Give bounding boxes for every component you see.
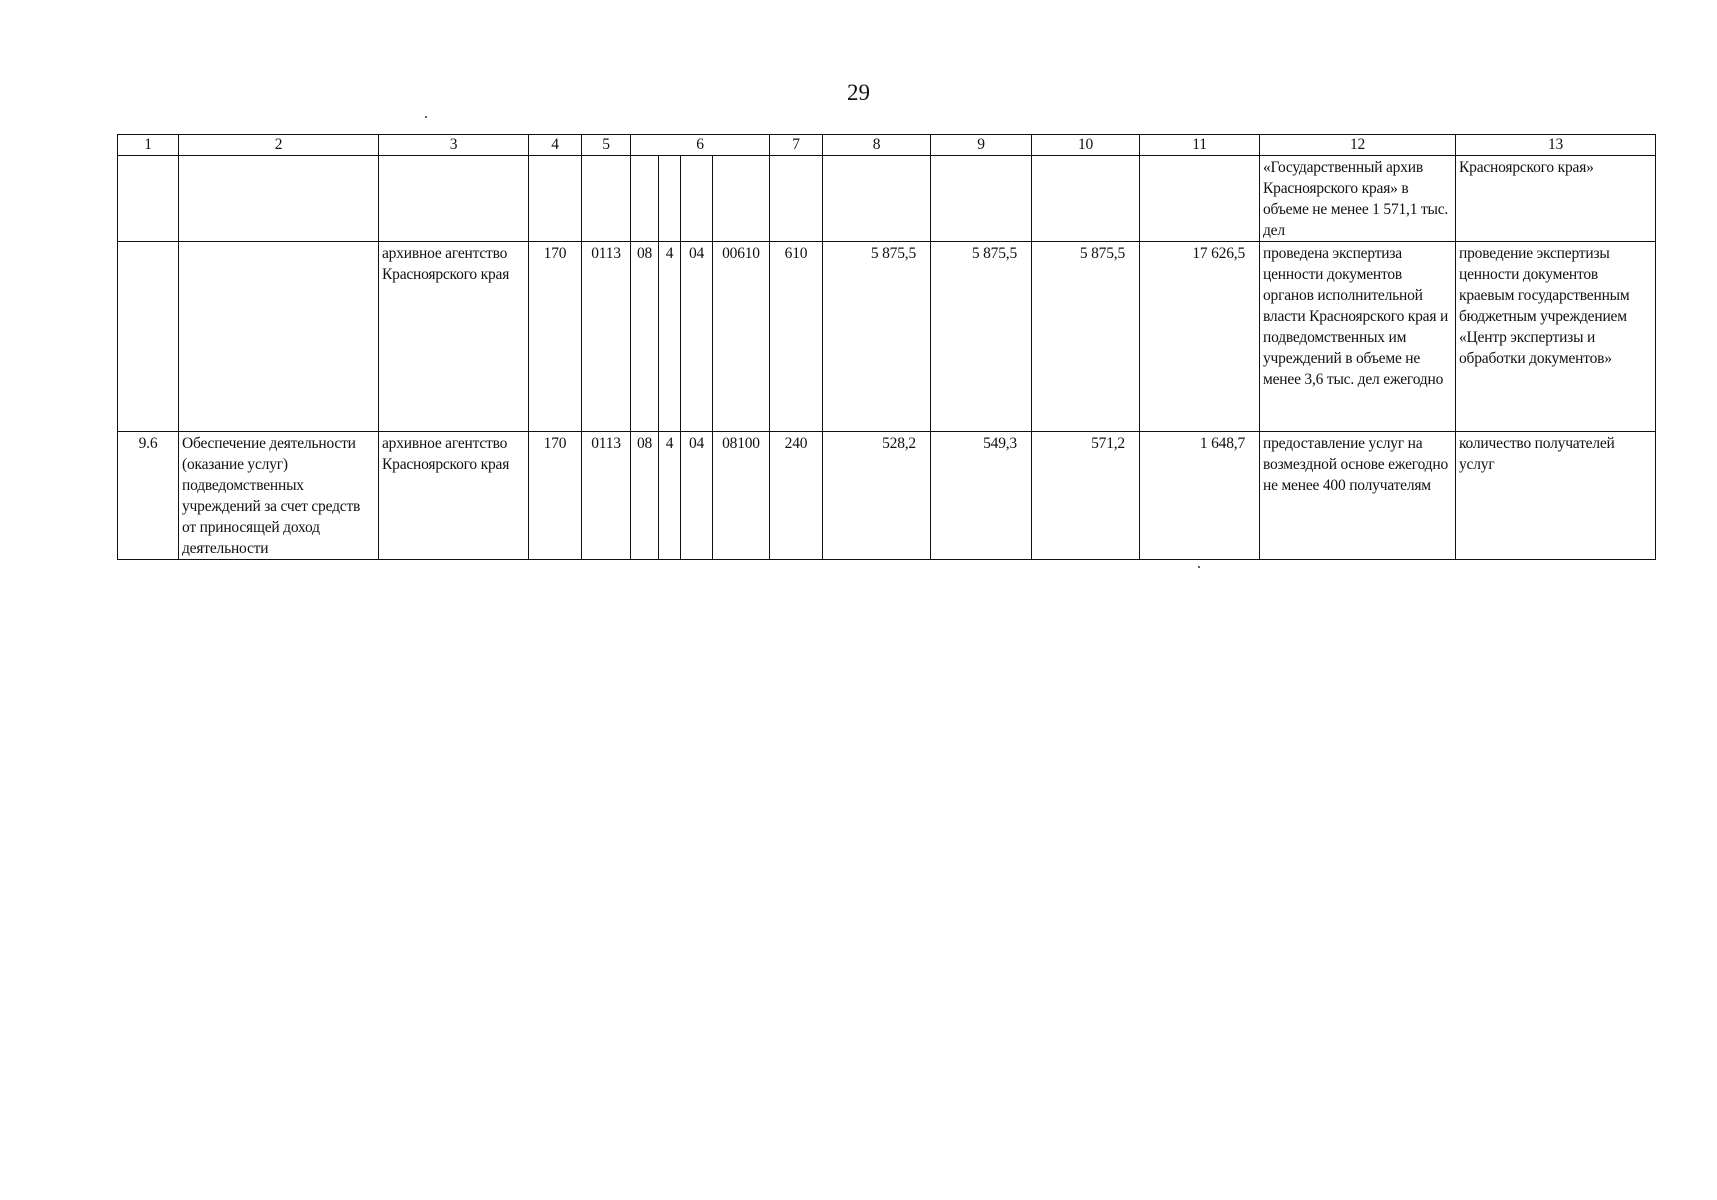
program-code-cell [631,156,659,242]
amount-year2-cell: 549,3 [931,432,1032,560]
amount-year1-cell: 5 875,5 [823,242,931,432]
amount-year2-cell [931,156,1032,242]
subprogram-code-cell [659,156,681,242]
header-cell-7: 7 [770,135,823,156]
grbs-code-cell: 170 [529,432,582,560]
amount-year2-cell: 5 875,5 [931,242,1032,432]
program-code-cell: 08 [631,242,659,432]
subprogram-code-cell: 4 [659,242,681,432]
expected-result-cell: предоставление услуг на возмездной основе ежегодно не менее 400 получателям [1260,432,1456,560]
section-code-cell: 0113 [582,432,631,560]
event-code-cell: 04 [681,242,713,432]
direction-code-cell [713,156,770,242]
amount-year3-cell: 5 875,5 [1032,242,1140,432]
header-cell-1: 1 [118,135,179,156]
header-cell-9: 9 [931,135,1032,156]
amount-year1-cell: 528,2 [823,432,931,560]
expected-result-cell: проведена экспертиза ценности документов органов исполнительной власти Красноярского края и подведомственных им учреждений в объеме не менее 3,6 тыс. дел ежегодно [1260,242,1456,432]
event-name-cell [179,242,379,432]
grbs-code-cell: 170 [529,242,582,432]
page-number: 29 [847,80,870,105]
header-cell-6: 6 [631,135,770,156]
expense-type-cell [770,156,823,242]
expense-type-cell: 240 [770,432,823,560]
header-cell-8: 8 [823,135,931,156]
direction-code-cell: 08100 [713,432,770,560]
event-code-cell: 04 [681,432,713,560]
description-cell: проведение экспертизы ценности документов краевым государственным бюджетным учреждением «Центр экспертизы и обработки документов» [1456,242,1656,432]
scan-speck [1198,566,1200,568]
header-cell-13: 13 [1456,135,1656,156]
header-cell-2: 2 [179,135,379,156]
grbs-code-cell [529,156,582,242]
amount-total-cell: 17 626,5 [1140,242,1260,432]
table-row [118,242,1656,432]
header-cell-10: 10 [1032,135,1140,156]
header-cell-11: 11 [1140,135,1260,156]
event-code-cell [681,156,713,242]
budget-table [117,134,1656,560]
administrator-cell: архивное агентство Красноярского края [379,432,529,560]
section-code-cell [582,156,631,242]
subprogram-code-cell: 4 [659,432,681,560]
row-number-cell [118,156,179,242]
program-code-cell: 08 [631,432,659,560]
description-cell: количество получателей услуг [1456,432,1656,560]
expected-result-cell: «Государственный архив Красноярского края» в объеме не менее 1 571,1 тыс. дел [1260,156,1456,242]
amount-year3-cell: 571,2 [1032,432,1140,560]
administrator-cell: архивное агентство Красноярского края [379,242,529,432]
header-cell-4: 4 [529,135,582,156]
scan-speck [425,116,427,118]
direction-code-cell: 00610 [713,242,770,432]
header-cell-12: 12 [1260,135,1456,156]
header-cell-5: 5 [582,135,631,156]
amount-total-cell [1140,156,1260,242]
section-code-cell: 0113 [582,242,631,432]
row-number-cell: 9.6 [118,432,179,560]
expense-type-cell: 610 [770,242,823,432]
amount-total-cell: 1 648,7 [1140,432,1260,560]
header-row [118,135,1656,156]
event-name-cell: Обеспечение деятельности (оказание услуг) подведомственных учреждений за счет средств от приносящей доход деятельности [179,432,379,560]
table-row [118,432,1656,560]
table-row [118,156,1656,242]
description-cell: Красноярского края» [1456,156,1656,242]
administrator-cell [379,156,529,242]
header-cell-3: 3 [379,135,529,156]
event-name-cell [179,156,379,242]
amount-year1-cell [823,156,931,242]
row-number-cell [118,242,179,432]
amount-year3-cell [1032,156,1140,242]
